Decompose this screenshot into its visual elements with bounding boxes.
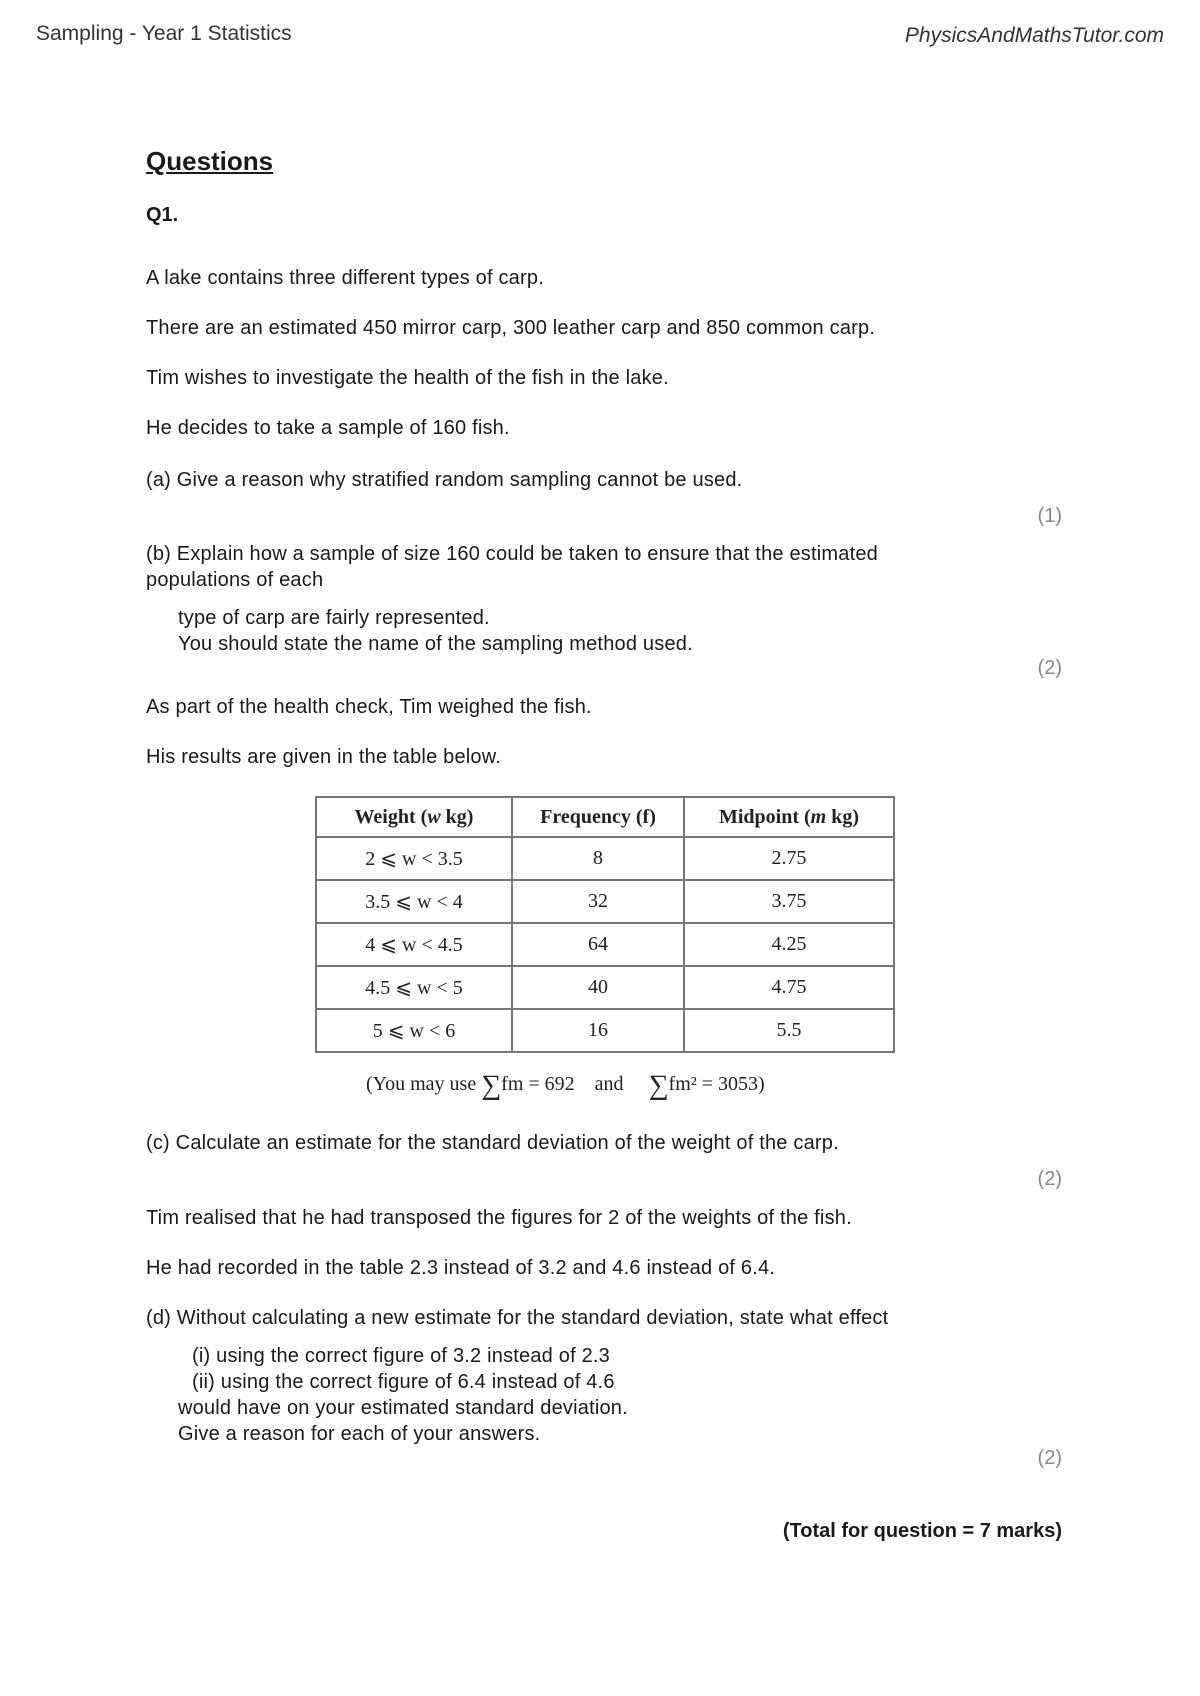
paragraph: As part of the health check, Tim weighed the fish.: [146, 696, 592, 718]
part-a: (a) Give a reason why stratified random sampling cannot be used.: [146, 469, 743, 491]
mark-a: (1): [1037, 505, 1062, 527]
table-cell: 4.75: [684, 966, 894, 1009]
part-b-line3: type of carp are fairly represented.: [178, 607, 490, 629]
mark-d: (2): [1037, 1447, 1062, 1469]
table-cell: 4 ⩽ w < 4.5: [316, 923, 512, 966]
table-cell: 5 ⩽ w < 6: [316, 1009, 512, 1052]
formula-sum1: fm = 692: [501, 1073, 575, 1095]
table-cell: 8: [512, 837, 684, 880]
table-cell: 4.25: [684, 923, 894, 966]
formula-hint: [366, 1070, 765, 1102]
table-row: [316, 966, 894, 1009]
formula-sum2: fm² = 3053): [668, 1073, 765, 1095]
part-b-line1: (b) Explain how a sample of size 160 could be taken to ensure that the estimated: [146, 543, 878, 565]
table-cell: 2.75: [684, 837, 894, 880]
table-row: [316, 1009, 894, 1052]
paragraph: Tim wishes to investigate the health of the fish in the lake.: [146, 367, 669, 389]
table-cell: 3.5 ⩽ w < 4: [316, 880, 512, 923]
table-cell: 5.5: [684, 1009, 894, 1052]
paragraph: His results are given in the table below.: [146, 746, 502, 768]
table-row: [316, 923, 894, 966]
sigma-icon: ∑: [481, 1070, 502, 1101]
question-number: Q1.: [146, 204, 179, 226]
paragraph: A lake contains three different types of carp.: [146, 267, 544, 289]
paragraph: He had recorded in the table 2.3 instead of 3.2 and 4.6 instead of 6.4.: [146, 1257, 776, 1279]
table-cell: 32: [512, 880, 684, 923]
table-header: Frequency (f): [512, 797, 684, 837]
sigma-icon: ∑: [648, 1070, 669, 1101]
part-c: (c) Calculate an estimate for the standard deviation of the weight of the carp.: [146, 1132, 839, 1154]
part-d-line4: Give a reason for each of your answers.: [178, 1423, 541, 1445]
table-header: Weight (w kg): [316, 797, 512, 837]
mark-c: (2): [1037, 1168, 1062, 1190]
paragraph: Tim realised that he had transposed the figures for 2 of the weights of the fish.: [146, 1207, 852, 1229]
table-cell: 40: [512, 966, 684, 1009]
table-header-row: [316, 797, 894, 837]
table-cell: 16: [512, 1009, 684, 1052]
table-cell: 64: [512, 923, 684, 966]
part-b-line4: You should state the name of the sampling method used.: [178, 633, 693, 655]
table-row: [316, 880, 894, 923]
table-cell: 2 ⩽ w < 3.5: [316, 837, 512, 880]
formula-prefix: (You may use: [366, 1073, 477, 1095]
header-title: Sampling - Year 1 Statistics: [36, 22, 292, 45]
table-row: [316, 837, 894, 880]
total-marks: (Total for question = 7 marks): [782, 1520, 1062, 1542]
table-cell: 4.5 ⩽ w < 5: [316, 966, 512, 1009]
part-d-i: (i) using the correct figure of 3.2 instead of 2.3: [192, 1345, 610, 1367]
section-title: Questions: [146, 146, 274, 176]
part-b-line2: populations of each: [146, 569, 324, 591]
table-cell: 3.75: [684, 880, 894, 923]
header-site: PhysicsAndMathsTutor.com: [904, 24, 1164, 47]
mark-b: (2): [1037, 657, 1062, 679]
part-d: (d) Without calculating a new estimate for the standard deviation, state what effect: [146, 1307, 889, 1329]
paragraph: There are an estimated 450 mirror carp, 300 leather carp and 850 common carp.: [146, 317, 876, 339]
weights-table: [315, 796, 895, 1053]
paragraph: He decides to take a sample of 160 fish.: [146, 417, 510, 439]
part-d-line3: would have on your estimated standard deviation.: [178, 1397, 628, 1419]
formula-and: and: [594, 1073, 624, 1095]
table-header: Midpoint (m kg): [684, 797, 894, 837]
part-d-ii: (ii) using the correct figure of 6.4 instead of 4.6: [192, 1371, 615, 1393]
